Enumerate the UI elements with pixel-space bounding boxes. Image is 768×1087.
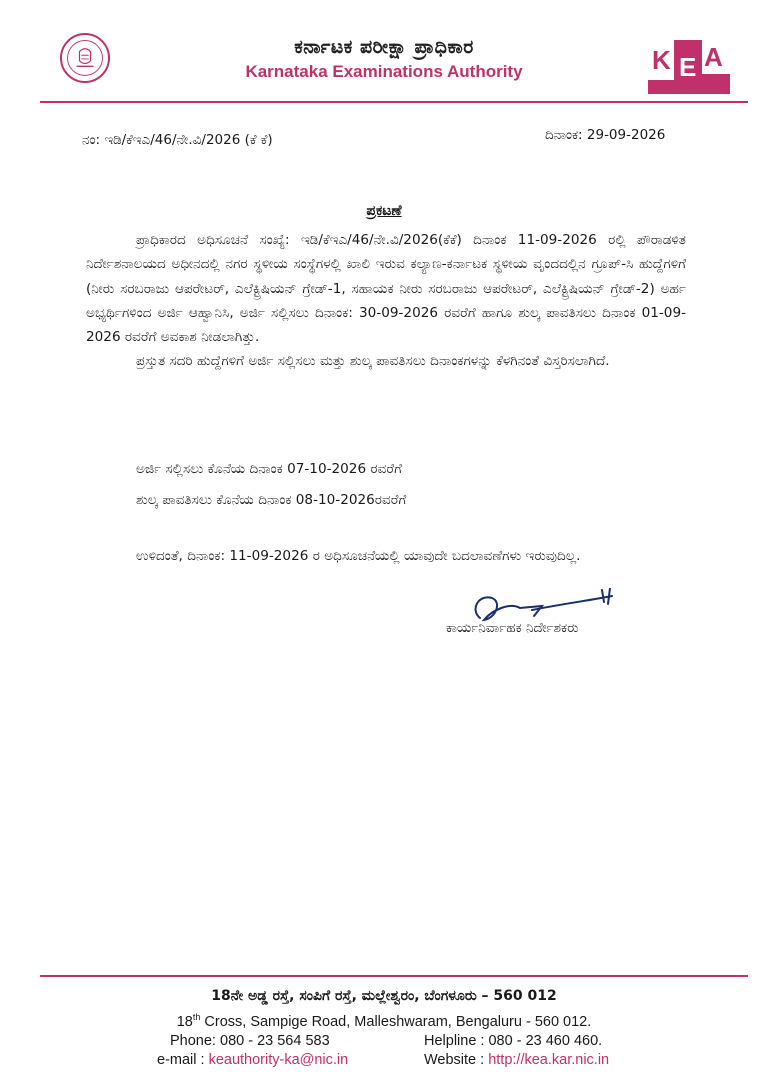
website-label: Website : <box>424 1052 489 1068</box>
email-label: e-mail : <box>157 1052 209 1068</box>
svg-text:A: A <box>704 42 723 72</box>
svg-text:K: K <box>652 45 671 75</box>
application-deadline: ಅರ್ಜಿ ಸಲ್ಲಿಸಲು ಕೊನೆಯ ದಿನಾಂಕ 07-10-2026 ರವರೆಗೆ <box>136 461 402 477</box>
notice-body <box>86 228 686 374</box>
helpline-label: Helpline : <box>424 1033 489 1049</box>
fee-deadline: ಶುಲ್ಕ ಪಾವತಿಸಲು ಕೊನೆಯ ದಿನಾಂಕ 08-10-2026ರವರೆಗೆ <box>136 492 407 508</box>
address-english <box>0 1012 768 1030</box>
address-suffix: th <box>192 1012 201 1022</box>
phone-value: 080 - 23 564 583 <box>220 1033 330 1049</box>
footer-divider <box>40 975 748 977</box>
header-divider <box>40 101 748 103</box>
svg-text:E: E <box>679 52 697 82</box>
kea-logo <box>648 36 730 94</box>
authority-title-english: Karnataka Examinations Authority <box>245 62 523 81</box>
address-rest: Cross, Sampige Road, Malleshwaram, Bengaluru - 560 012. <box>200 1013 592 1030</box>
paragraph-2: ಪ್ರಸ್ತುತ ಸದರಿ ಹುದ್ದೆಗಳಿಗೆ ಅರ್ಜಿ ಸಲ್ಲಿಸಲು ಮತ್ತು ಶುಲ್ಕ ಪಾವತಿಸಲು ದಿನಾಂಕಗಳನ್ನು ಕೆಳಗಿನಂತೆ ವಿಸ್ತರಿಸಲಾಗಿದೆ. <box>136 353 610 370</box>
notice-date: ದಿನಾಂಕ: 29-09-2026 <box>545 127 666 143</box>
email-line <box>157 1052 348 1068</box>
helpline-line <box>424 1033 602 1049</box>
notice-heading: ಪ್ರಕಟಣೆ <box>366 203 402 219</box>
helpline-value: 080 - 23 460 460. <box>488 1033 603 1049</box>
phone-label: Phone: <box>170 1033 220 1049</box>
phone-line <box>170 1033 330 1049</box>
authority-title-kannada: ಕರ್ನಾಟಕ ಪರೀಕ್ಷಾ ಪ್ರಾಧಿಕಾರ <box>294 36 474 58</box>
website-link[interactable]: http://kea.kar.nic.in <box>488 1052 610 1068</box>
signatory-title: ಕಾರ್ಯನಿರ್ವಾಹಕ ನಿರ್ದೇಶಕರು <box>446 620 579 636</box>
email-link[interactable]: keauthority-ka@nic.in <box>208 1052 349 1068</box>
reference-number: ನಂ: ಇಡಿ/ಕೆಇಎ/46/ನೇ.ವಿ/2026 (ಕೆ ಕೆ) <box>82 132 273 148</box>
paragraph-1: ಪ್ರಾಧಿಕಾರದ ಅಧಿಸೂಚನೆ ಸಂಖ್ಯೆ: ಇಡಿ/ಕೆಇಎ/46/ನೇ.ವಿ/2026(ಕೆಕೆ) ದಿನಾಂಕ 11-09-2026 ರಲ್ಲಿ ಪೌರಾಡಳಿತ ನಿರ್ದೇಶನಾಲಯದ ಅಧೀನದಲ್ಲಿ ನಗರ ಸ್ಥಳೀಯ ಸಂಸ್ಥೆಗಳಲ್ಲಿ ಖಾಲಿ ಇರುವ ಕಲ್ಯಾಣ-ಕರ್ನಾಟಕ ಸ್ಥಳೀಯ ವೃಂದದಲ್ಲಿನ ಗ್ರೂಪ್-ಸಿ ಹುದ್ದೆಗಳಿಗೆ (ನೀರು ಸರಬರಾಜು ಆಪರೇಟರ್, ಎಲೆಕ್ಟ್ರಿಷಿಯನ್ ಗ್ರೇಡ್-1, ಸಹಾಯಕ ನೀರು ಸರಬರಾಜು ಆಪರೇಟರ್, ಎಲೆಕ್ಟ್ರಿಷಿಯನ್ ಗ್ರೇಡ್-2) ಅರ್ಹ ಅಭ್ಯರ್ಥಿಗಳಿಂದ ಅರ್ಜಿ ಆಹ್ವಾನಿಸಿ, ಅರ್ಜಿ ಸಲ್ಲಿಸಲು ದಿನಾಂಕ: 30-09-2026 ರವರೆಗೆ ಹಾಗೂ ಶುಲ್ಕ ಪಾವತಿಸಲು ದಿನಾಂಕ 01-09-2026 ರವರೆಗೆ ಅವಕಾಶ ನೀಡಲಾಗಿತ್ತು. <box>86 232 686 346</box>
website-line <box>424 1052 609 1068</box>
address-kannada: 18ನೇ ಅಡ್ಡ ರಸ್ತೆ, ಸಂಪಿಗೆ ರಸ್ತೆ, ಮಲ್ಲೇಶ್ವರಂ, ಬೆಂಗಳೂರು – 560 012 <box>211 988 557 1004</box>
address-number: 18 <box>176 1013 193 1030</box>
conclusion-text: ಉಳಿದಂತೆ, ದಿನಾಂಕ: 11-09-2026 ರ ಅಧಿಸೂಚನೆಯಲ್ಲಿ ಯಾವುದೇ ಬದಲಾವಣೆಗಳು ಇರುವುದಿಲ್ಲ. <box>136 548 581 564</box>
